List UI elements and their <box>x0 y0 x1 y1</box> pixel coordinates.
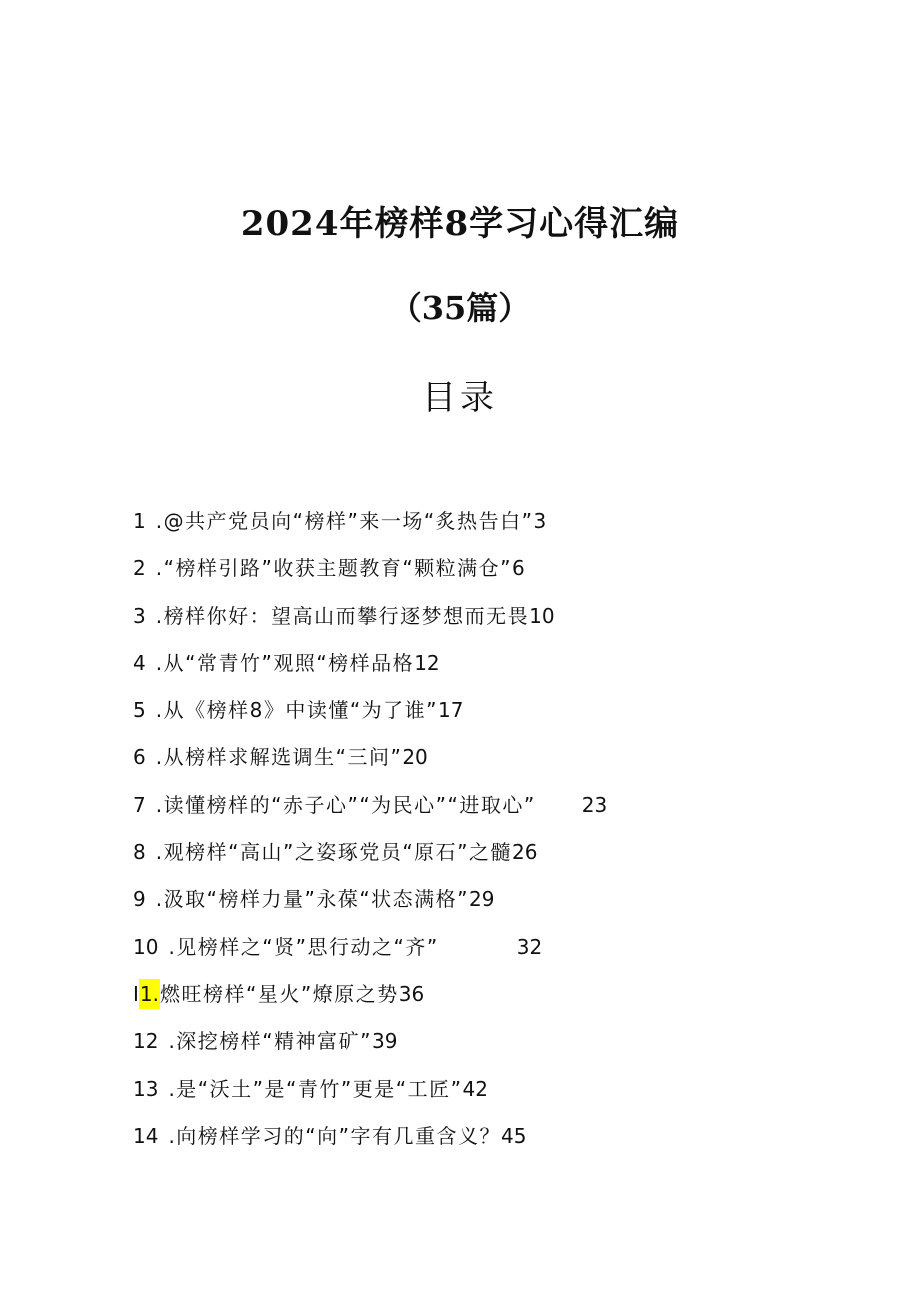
toc-item-page: 36 <box>398 981 425 1006</box>
toc-item-number: 10 <box>133 934 159 959</box>
toc-item[interactable] <box>133 601 833 648</box>
toc-item-page: 12 <box>414 650 440 675</box>
toc-item-title: .榜样你好：望高山而攀行逐梦想而无畏 <box>155 603 530 628</box>
toc-item-page: 20 <box>402 745 428 770</box>
toc-item[interactable] <box>133 1026 833 1073</box>
toc-heading: 目录 <box>422 378 498 418</box>
toc-item-page: 45 <box>501 1123 527 1148</box>
toc-item-page: 23 <box>581 792 608 817</box>
toc-item-number: 8 <box>133 840 146 865</box>
toc-item-number: 7 <box>133 792 146 817</box>
toc-item-title: .从《榜样8》中读懂“为了谁” <box>155 698 439 723</box>
toc-item[interactable] <box>133 695 833 742</box>
toc-item-number: 2 <box>133 556 146 581</box>
toc-item-number: 12 <box>133 1029 159 1054</box>
toc-item-title: 燃旺榜样“星火”燎原之势 <box>160 981 399 1006</box>
toc-item-number: 4 <box>133 650 146 675</box>
toc-item-title: .读懂榜样的“赤子心”“为民心”“进取心” <box>155 792 536 817</box>
search-highlight: 1. <box>139 979 160 1009</box>
toc-item-title: .观榜样“高山”之姿琢党员“原石”之髓 <box>155 840 513 865</box>
toc-item[interactable] <box>133 790 833 837</box>
toc-item[interactable] <box>133 742 833 789</box>
toc-item-page: 42 <box>462 1076 488 1101</box>
toc-item-title: .是“沃土”是“青竹”更是“工匠” <box>168 1076 463 1101</box>
toc-item-page: 3 <box>533 509 547 533</box>
toc-item-number: 6 <box>133 745 146 770</box>
toc-item-number <box>133 979 160 1009</box>
toc-item-page: 10 <box>529 603 555 628</box>
toc-item-number: 3 <box>133 603 146 628</box>
toc-item-title: .@共产党员向“榜样”来一场“炙热告白” <box>155 509 534 533</box>
toc-item[interactable] <box>133 837 833 884</box>
toc-item-title: .从榜样求解选调生“三问” <box>155 745 403 770</box>
toc-item-page: 26 <box>512 840 538 865</box>
table-of-contents <box>133 506 833 1168</box>
toc-item-number: 14 <box>133 1123 159 1148</box>
toc-item[interactable] <box>133 884 833 931</box>
toc-item-title: .从“常青竹”观照“榜样品格 <box>155 650 415 675</box>
toc-item[interactable] <box>133 979 833 1026</box>
toc-item-number: 1 <box>133 509 146 533</box>
toc-item-page: 39 <box>372 1029 398 1054</box>
toc-item[interactable] <box>133 506 833 553</box>
toc-item[interactable] <box>133 1074 833 1121</box>
toc-item-title: .“榜样引路”收获主题教育“颗粒满仓” <box>155 556 513 581</box>
toc-item-page: 29 <box>469 887 495 912</box>
toc-item-title: .汲取“榜样力量”永葆“状态满格” <box>155 887 470 912</box>
toc-item-page: 32 <box>516 934 543 959</box>
toc-item[interactable] <box>133 1121 833 1168</box>
toc-item-page: 6 <box>512 556 525 581</box>
toc-item-title: .向榜样学习的“向”字有几重含义？ <box>168 1123 502 1148</box>
toc-item-page: 17 <box>438 698 464 723</box>
toc-item[interactable] <box>133 932 833 979</box>
toc-item-title: .见榜样之“贤”思行动之“齐” <box>168 934 439 959</box>
document-subtitle: （35篇） <box>389 289 531 327</box>
toc-item-number: 5 <box>133 698 146 723</box>
toc-item[interactable] <box>133 648 833 695</box>
toc-item-title: .深挖榜样“精神富矿” <box>168 1029 373 1054</box>
toc-item-number: 9 <box>133 887 146 912</box>
document-title: 2024年榜样8学习心得汇编 <box>240 204 680 244</box>
toc-item[interactable] <box>133 553 833 600</box>
toc-item-number: 13 <box>133 1076 159 1101</box>
toc-item-number-prefix: I <box>133 981 139 1006</box>
